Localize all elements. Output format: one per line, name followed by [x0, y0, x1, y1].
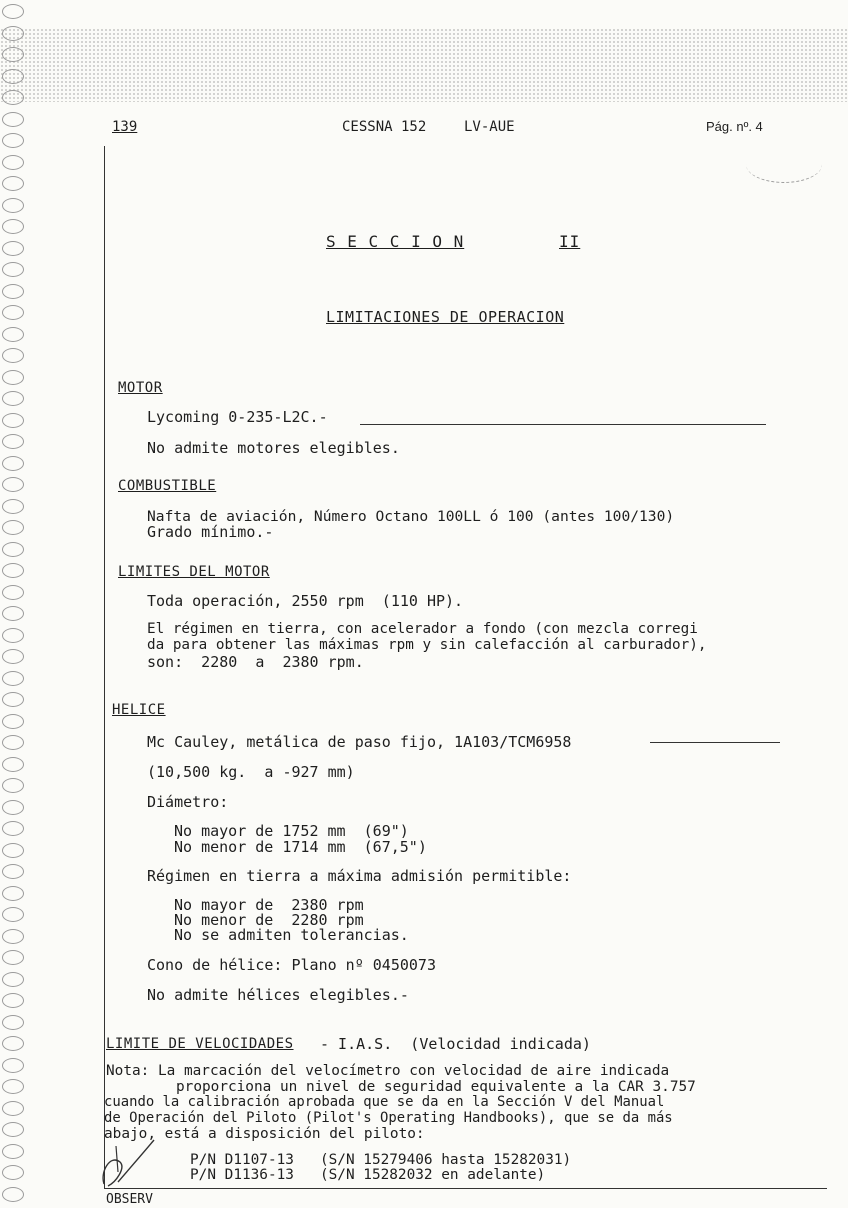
binding-ring	[2, 1101, 24, 1116]
binding-ring	[2, 133, 24, 148]
header-number: 139	[112, 119, 138, 135]
helice-line: Cono de hélice: Plano nº 0450073	[147, 956, 436, 974]
velocidades-heading: LIMITE DE VELOCIDADES	[106, 1036, 294, 1052]
velocidades-line: P/N D1136-13 (S/N 15282032 en adelante)	[190, 1167, 546, 1183]
binding-ring	[2, 327, 24, 342]
binding-ring	[2, 198, 24, 213]
helice-line: No admite hélices elegibles.-	[147, 986, 409, 1004]
velocidades-heading-suffix: - I.A.S. (Velocidad indicada)	[320, 1035, 591, 1053]
binding-ring	[2, 843, 24, 858]
binding-ring	[2, 305, 24, 320]
combustible-line: Nafta de aviación, Número Octano 100LL ó 100 (antes 100/130)	[147, 508, 675, 525]
binding-ring	[2, 649, 24, 664]
velocidades-line: Nota: La marcación del velocímetro con velocidad de aire indicada	[106, 1063, 670, 1079]
binding-ring	[2, 606, 24, 621]
binding-ring	[2, 370, 24, 385]
binding-ring	[2, 69, 24, 84]
binding-ring	[2, 477, 24, 492]
velocidades-line: cuando la calibración aprobada que se da en la Sección V del Manual	[104, 1094, 665, 1110]
binding-ring	[2, 886, 24, 901]
binding-ring	[2, 1187, 24, 1202]
binding-ring	[2, 1036, 24, 1051]
binding-ring	[2, 241, 24, 256]
velocidades-line: proporciona un nivel de seguridad equivalente a la CAR 3.757	[176, 1079, 696, 1095]
header-aircraft: CESSNA 152	[342, 119, 427, 135]
header-page: Pág. nº. 4	[706, 119, 763, 134]
binding-ring	[2, 391, 24, 406]
binding-ring	[2, 972, 24, 987]
helice-line: No mayor de 1752 mm (69")	[174, 822, 409, 840]
binding-ring	[2, 692, 24, 707]
helice-heading: HELICE	[112, 702, 166, 718]
signature-mark	[96, 1132, 158, 1188]
velocidades-line: de Operación del Piloto (Pilot's Operating Handbooks), que se da más	[104, 1110, 673, 1126]
binding-ring	[2, 757, 24, 772]
binding-ring	[2, 219, 24, 234]
binding-ring	[2, 112, 24, 127]
limites-motor-line: Toda operación, 2550 rpm (110 HP).	[147, 592, 464, 610]
binding-ring	[2, 585, 24, 600]
binding-ring	[2, 950, 24, 965]
section-numeral: II	[559, 232, 581, 251]
scan-noise	[0, 28, 848, 102]
helice-line: Diámetro:	[147, 793, 229, 811]
section-title: S E C C I O N	[326, 232, 465, 251]
motor-line: No admite motores elegibles.	[147, 439, 400, 457]
binding-ring	[2, 1165, 24, 1180]
helice-line: Mc Cauley, metálica de paso fijo, 1A103/TCM6958	[147, 733, 572, 751]
binding-ring	[2, 864, 24, 879]
binding-ring	[2, 413, 24, 428]
binding-ring	[2, 907, 24, 922]
binding-ring	[2, 563, 24, 578]
binding-ring	[2, 1122, 24, 1137]
binding-ring	[2, 542, 24, 557]
limites-motor-line: El régimen en tierra, con acelerador a fondo (con mezcla corregi	[147, 621, 698, 637]
helice-line: No se admiten tolerancias.	[174, 926, 409, 944]
binding-ring	[2, 520, 24, 535]
binding-ring	[2, 26, 24, 41]
motor-heading: MOTOR	[118, 380, 163, 396]
combustible-heading: COMBUSTIBLE	[118, 478, 217, 494]
helice-line: Régimen en tierra a máxima admisión permitible:	[147, 867, 572, 885]
binding-ring	[2, 47, 24, 62]
velocidades-line: abajo, está a disposición del piloto:	[104, 1126, 425, 1142]
binding-ring	[2, 90, 24, 105]
footer-partial: OBSERV	[106, 1192, 153, 1207]
binding-ring	[2, 155, 24, 170]
header-registration: LV-AUE	[464, 119, 515, 135]
combustible-line: Grado mínimo.-	[147, 523, 274, 541]
section-subtitle: LIMITACIONES DE OPERACION	[326, 308, 565, 326]
binding-ring	[2, 262, 24, 277]
helice-line: (10,500 kg. a -927 mm)	[147, 763, 355, 781]
limites-motor-line: son: 2280 a 2380 rpm.	[147, 653, 364, 671]
spiral-binding	[0, 0, 40, 1200]
binding-ring	[2, 1144, 24, 1159]
fill-rule	[360, 424, 766, 425]
stamp-mark	[746, 146, 822, 183]
binding-ring	[2, 821, 24, 836]
fill-rule	[650, 742, 780, 743]
motor-line: Lycoming 0-235-L2C.-	[147, 408, 328, 426]
binding-ring	[2, 778, 24, 793]
velocidades-line: P/N D1107-13 (S/N 15279406 hasta 15282031)	[190, 1152, 572, 1168]
helice-line: No menor de 2280 rpm	[174, 911, 364, 929]
binding-ring	[2, 499, 24, 514]
binding-ring	[2, 176, 24, 191]
helice-line: No mayor de 2380 rpm	[174, 896, 364, 914]
binding-ring	[2, 1079, 24, 1094]
limites-motor-line: da para obtener las máximas rpm y sin calefacción al carburador),	[147, 637, 707, 653]
binding-ring	[2, 348, 24, 363]
limites-motor-heading: LIMITES DEL MOTOR	[118, 564, 270, 580]
binding-ring	[2, 456, 24, 471]
binding-ring	[2, 671, 24, 686]
binding-ring	[2, 434, 24, 449]
binding-ring	[2, 284, 24, 299]
binding-ring	[2, 4, 24, 19]
helice-line: No menor de 1714 mm (67,5")	[174, 838, 427, 856]
binding-ring	[2, 628, 24, 643]
binding-ring	[2, 714, 24, 729]
binding-ring	[2, 1015, 24, 1030]
binding-ring	[2, 993, 24, 1008]
binding-ring	[2, 1058, 24, 1073]
binding-ring	[2, 800, 24, 815]
binding-ring	[2, 929, 24, 944]
binding-ring	[2, 735, 24, 750]
